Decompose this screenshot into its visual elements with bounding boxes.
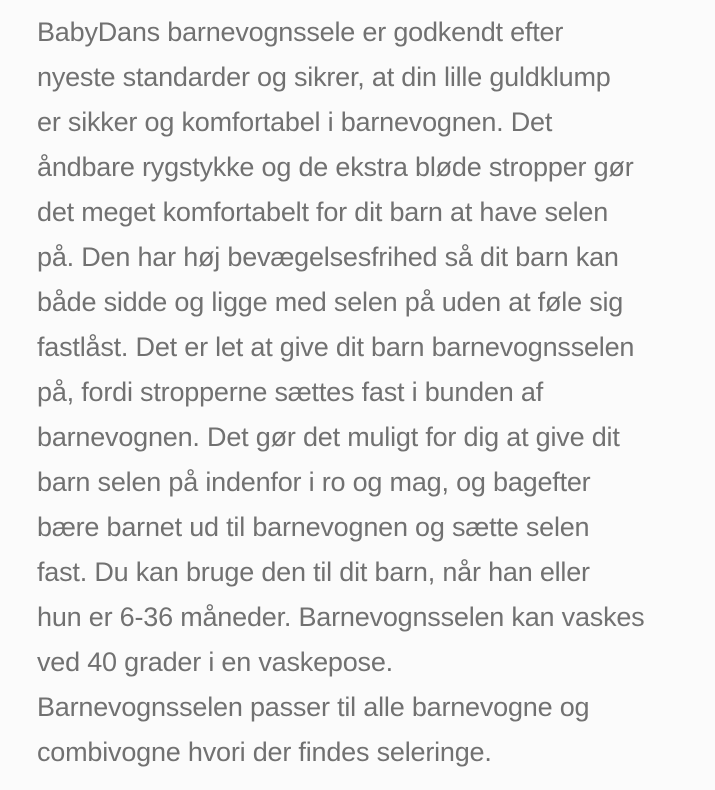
text-line: barn selen på indenfor i ro og mag, og bagefter — [37, 467, 591, 497]
text-line: Barnevognsselen passer til alle barnevogne og — [37, 692, 590, 722]
text-line: på, fordi stropperne sættes fast i bunden af — [37, 377, 544, 407]
description-paragraph — [37, 685, 685, 775]
text-line: nyeste standarder og sikrer, at din lille guldklump — [37, 62, 611, 92]
text-line: ved 40 grader i en vaskepose. — [37, 647, 393, 677]
text-line: åndbare rygstykke og de ekstra bløde stropper gør — [37, 152, 634, 182]
text-line: på. Den har høj bevægelsesfrihed så dit barn kan — [37, 242, 619, 272]
text-line: hun er 6-36 måneder. Barnevognsselen kan vaskes — [37, 602, 645, 632]
text-line: både sidde og ligge med selen på uden at føle sig — [37, 287, 624, 317]
text-line: fastlåst. Det er let at give dit barn barnevognsselen — [37, 332, 635, 362]
text-line: barnevognen. Det gør det muligt for dig at give dit — [37, 422, 620, 452]
description-paragraph — [37, 10, 685, 685]
text-line: bære barnet ud til barnevognen og sætte selen — [37, 512, 590, 542]
text-line: BabyDans barnevognssele er godkendt efter — [37, 17, 564, 47]
text-line: fast. Du kan bruge den til dit barn, når han eller — [37, 557, 590, 587]
text-line: det meget komfortabelt for dit barn at have selen — [37, 197, 609, 227]
text-line: combivogne hvori der findes seleringe. — [37, 737, 492, 767]
text-line: er sikker og komfortabel i barnevognen. Det — [37, 107, 553, 137]
